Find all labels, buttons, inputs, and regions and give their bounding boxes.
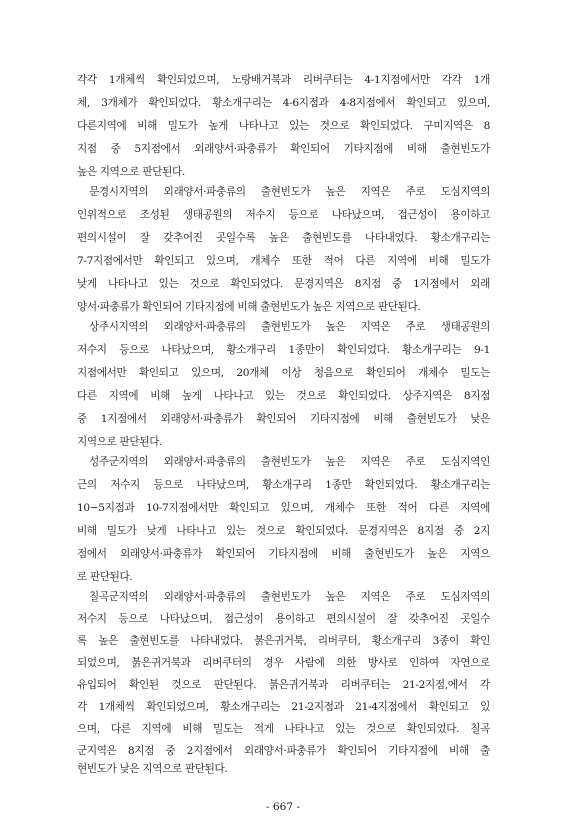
text-line: 중 1지점에서 외래양서·파충류가 확인되어 기타지점에 비해 출현빈도가 낮은	[77, 413, 490, 425]
text-line: 되었으며, 붉은귀거북과 리버쿠터의 경우 사람에 의한 방사로 인하여 자연으로	[77, 657, 490, 669]
text-line: 지역으로 판단된다.	[77, 436, 163, 448]
text-line: 10−5지점과 10-7지점에서만 확인되고 있으며, 개체수 또한 적어 다른 지역에	[77, 502, 490, 514]
text-line: 점에서 외래양서·파충류가 확인되어 기타지점에 비해 출현빈도가 높은 지역으	[77, 548, 490, 560]
text-line: 7-7지점에서만 확인되고 있으며, 개체수 또한 적어 다른 지역에 비해 밀도가	[77, 255, 490, 267]
text-line: 양서·파충류가 확인되어 기타지점에 비해 출현빈도가 높은 지역으로 판단된다.	[77, 301, 421, 313]
text-line: 인위적으로 조성된 생태공원의 저수지 등으로 나타났으며, 접근성이 용이하고	[77, 209, 490, 221]
text-line: 편의시설이 잘 갖추어진 곳일수록 높은 출현빈도를 나타내었다. 황소개구리는	[77, 232, 490, 244]
text-line: 으며, 다른 지역에 비해 밀도는 적게 나타나고 있는 것으로 확인되었다. 칠곡	[77, 723, 490, 735]
text-line: 군지역은 8지점 중 2지점에서 외래양서·파충류가 확인되어 기타지점에 비해 출	[77, 745, 490, 757]
text-line: 각각 1개체씩 확인되었으며, 노랑배거북과 리버쿠터는 4-1지점에서만 각각 1개	[77, 74, 490, 86]
text-line: 저수지 등으로 나타났으며, 접근성이 용이하고 편의시설이 잘 갖추어진 곳일수	[77, 613, 490, 625]
text-line: 로 판단된다.	[77, 571, 133, 583]
text-line: 체, 3개체가 확인되었다. 황소개구리는 4-6지점과 4-8지점에서 확인되고 있으며,	[77, 97, 490, 109]
text-line: 다른지역에 비해 밀도가 높게 나타나고 있는 것으로 확인되었다. 구미지역은 8	[77, 120, 490, 132]
text-line: 각 1개체씩 확인되었으며, 황소개구리는 21-2지점과 21-4지점에서 확인되고 있	[77, 701, 490, 713]
text-line: 저수지 등으로 나타났으며, 황소개구리 1종만이 확인되었다. 황소개구리는 9-1	[77, 344, 490, 356]
text-line: 다른 지역에 비해 높게 나타나고 있는 것으로 확인되었다. 상주지역은 8지점	[77, 390, 490, 402]
text-line: 지점에서만 확인되고 있으며, 20개체 이상 청음으로 확인되어 개체수 밀도는	[77, 367, 490, 379]
text-line: 낮게 나타나고 있는 것으로 확인되었다. 문경지역은 8지점 중 1지점에서 외래	[77, 278, 490, 290]
text-line: 지점 중 5지점에서 외래양서·파충류가 확인되어 기타지점에 비해 출현빈도가	[77, 143, 490, 155]
text-line: 유입되어 확인된 것으로 판단된다. 붉은귀거북과 리버쿠터는 21-2지점,에서 각	[77, 679, 490, 691]
text-line: 현빈도가 낮은 지역으로 판단된다.	[77, 763, 228, 775]
text-line: 문경시지역의 외래양서·파충류의 출현빈도가 높은 지역은 주로 도심지역의	[89, 186, 490, 198]
text-line: 높은 지역으로 판단된다.	[77, 166, 185, 178]
text-line: 근의 저수지 등으로 나타났으며, 황소개구리 1종만 확인되었다. 황소개구리는	[77, 479, 490, 491]
text-line: 성주군지역의 외래양서·파충류의 출현빈도가 높은 지역은 주로 도심지역인	[89, 456, 490, 468]
text-line: 록 높은 출현빈도를 나타내었다. 붉은귀거북, 리버쿠터, 황소개구리 3종이 확인	[77, 635, 490, 647]
text-line: 상주시지역의 외래양서·파충류의 출현빈도가 높은 지역은 주로 생태공원의	[89, 321, 490, 333]
text-line: 칠곡군지역의 외래양서·파충류의 출현빈도가 높은 지역은 주로 도심지역의	[89, 591, 490, 603]
text-line: 비해 밀도가 낮게 나타나고 있는 것으로 확인되었다. 문경지역은 8지점 중 2지	[77, 525, 490, 537]
page-number: - 667 -	[265, 801, 301, 813]
